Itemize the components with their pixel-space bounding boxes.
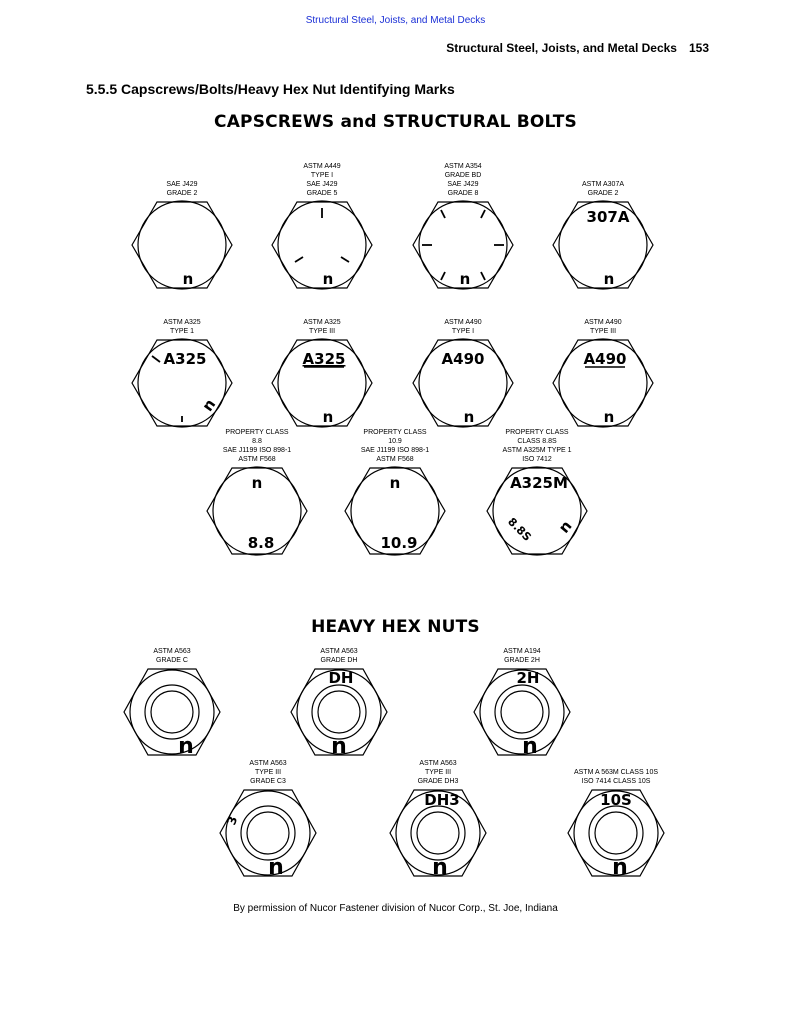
maker-mark: n	[432, 855, 448, 880]
grade-marking: 3	[224, 814, 241, 827]
maker-mark: n	[554, 516, 576, 537]
bolt-spec: ASTM A325 TYPE 1	[163, 319, 201, 335]
maker-mark: n	[268, 855, 284, 880]
bolt-spec: PROPERTY CLASS 8.8 SAE J1199 ISO 898-1 ASTM F568	[222, 429, 292, 463]
bolt-astm-a325-type-1	[122, 290, 242, 428]
maker-mark: n	[612, 855, 628, 880]
grade-marking: DH	[328, 669, 354, 687]
bolt-spec: ASTM A325 TYPE III	[303, 319, 341, 335]
maker-mark: n	[522, 734, 538, 759]
bolt-spec: ASTM A490 TYPE I	[444, 319, 482, 335]
nut-spec: ASTM A563 GRADE C	[153, 648, 191, 664]
nut-icon	[122, 667, 222, 757]
bolt-spec: PROPERTY CLASS CLASS 8.8S ASTM A325M TYPE 1 ISO 7412	[502, 429, 572, 463]
nut-astm-a563-grade-dh	[279, 641, 399, 757]
bolt-spec: ASTM A354 GRADE BD SAE J429 GRADE 8	[444, 163, 482, 197]
grade-marking: DH3	[424, 791, 460, 809]
nut-icon	[218, 788, 318, 878]
maker-mark: n	[603, 408, 615, 426]
maker-mark: n	[178, 734, 194, 759]
grade-marking: 2H	[516, 669, 540, 687]
maker-mark: n	[322, 408, 334, 426]
grade-marking: 8.8	[247, 534, 275, 552]
bolt-head-icon	[202, 466, 312, 556]
grade-marking: 10S	[600, 791, 632, 809]
section-title: 5.5.5 Capscrews/Bolts/Heavy Hex Nut Identifying Marks	[86, 81, 455, 97]
nut-spec: ASTM A194 GRADE 2H	[503, 648, 541, 664]
bolt-spec: SAE J429 GRADE 2	[166, 181, 198, 197]
bolt-head-icon	[340, 466, 450, 556]
nut-icon	[472, 667, 572, 757]
nut-icon	[388, 788, 488, 878]
nut-astm-a563-grade-dh3	[378, 754, 498, 878]
grade-marking: A490	[583, 350, 627, 368]
bolt-astm-a325-type-3	[262, 290, 382, 428]
running-title: Structural Steel, Joists, and Metal Decks	[446, 41, 677, 55]
bolt-spec: PROPERTY CLASS 10.9 SAE J1199 ISO 898-1 ASTM F568	[360, 429, 430, 463]
bolt-astm-a307a	[543, 152, 663, 290]
nut-astm-a563-grade-c3	[208, 754, 328, 878]
bolt-astm-a449	[262, 152, 382, 290]
bolt-astm-a490-type-3	[543, 290, 663, 428]
nut-spec: ASTM A563 GRADE DH	[320, 648, 358, 664]
page-number: 153	[688, 41, 709, 55]
nuts-figure-title: HEAVY HEX NUTS	[311, 617, 480, 637]
grade-marking: 307A	[586, 208, 630, 226]
bolt-head-icon	[408, 200, 518, 290]
maker-mark: n	[331, 734, 347, 759]
bolt-head-icon	[548, 200, 658, 290]
bolt-property-class-8-8s	[477, 418, 597, 556]
bolt-spec: ASTM A307A GRADE 2	[581, 181, 625, 197]
bolts-figure-title: CAPSCREWS and STRUCTURAL BOLTS	[214, 112, 577, 132]
bolt-spec: ASTM A490 TYPE III	[584, 319, 622, 335]
bolt-head-icon	[267, 200, 377, 290]
nut-astm-a563m-class-10s	[556, 754, 676, 878]
top-link[interactable]: Structural Steel, Joists, and Metal Decks	[305, 15, 486, 26]
bolt-spec: ASTM A449 TYPE I SAE J429 GRADE 5	[303, 163, 341, 197]
bolt-head-icon	[548, 338, 658, 428]
running-header	[446, 41, 709, 55]
maker-mark: n	[459, 270, 471, 288]
maker-mark: n	[198, 395, 220, 415]
grade-marking: A490	[441, 350, 485, 368]
bolt-astm-a354	[403, 152, 523, 290]
bolt-astm-a490-type-1	[403, 290, 523, 428]
maker-mark: n	[322, 270, 334, 288]
bolt-head-icon	[127, 200, 237, 290]
nut-spec: ASTM A 563M CLASS 10S ISO 7414 CLASS 10S	[573, 769, 659, 785]
bolt-head-icon	[127, 338, 237, 428]
nut-spec: ASTM A563 TYPE III GRADE DH3	[417, 760, 459, 785]
grade-marking: A325M	[510, 474, 568, 492]
bolt-property-class-10-9	[335, 418, 455, 556]
class-marking: 8.8S	[505, 515, 534, 544]
figure-credit: By permission of Nucor Fastener division of Nucor Corp., St. Joe, Indiana	[233, 903, 558, 914]
bolt-property-class-8-8	[197, 418, 317, 556]
grade-marking: 10.9	[380, 534, 418, 552]
nut-spec: ASTM A563 TYPE III GRADE C3	[249, 760, 287, 785]
bolt-head-icon	[482, 466, 592, 556]
nut-icon	[566, 788, 666, 878]
grade-marking: A325	[163, 350, 207, 368]
nut-icon	[289, 667, 389, 757]
maker-mark: n	[251, 474, 263, 492]
maker-mark: n	[463, 408, 475, 426]
maker-mark: n	[182, 270, 194, 288]
bolt-sae-grade-2	[122, 152, 242, 290]
bolt-head-icon	[408, 338, 518, 428]
grade-marking: A325	[302, 350, 346, 368]
nut-astm-a563-grade-c	[112, 641, 232, 757]
maker-mark: n	[389, 474, 401, 492]
bolt-head-icon	[267, 338, 377, 428]
maker-mark: n	[603, 270, 615, 288]
nut-astm-a194-grade-2h	[462, 641, 582, 757]
